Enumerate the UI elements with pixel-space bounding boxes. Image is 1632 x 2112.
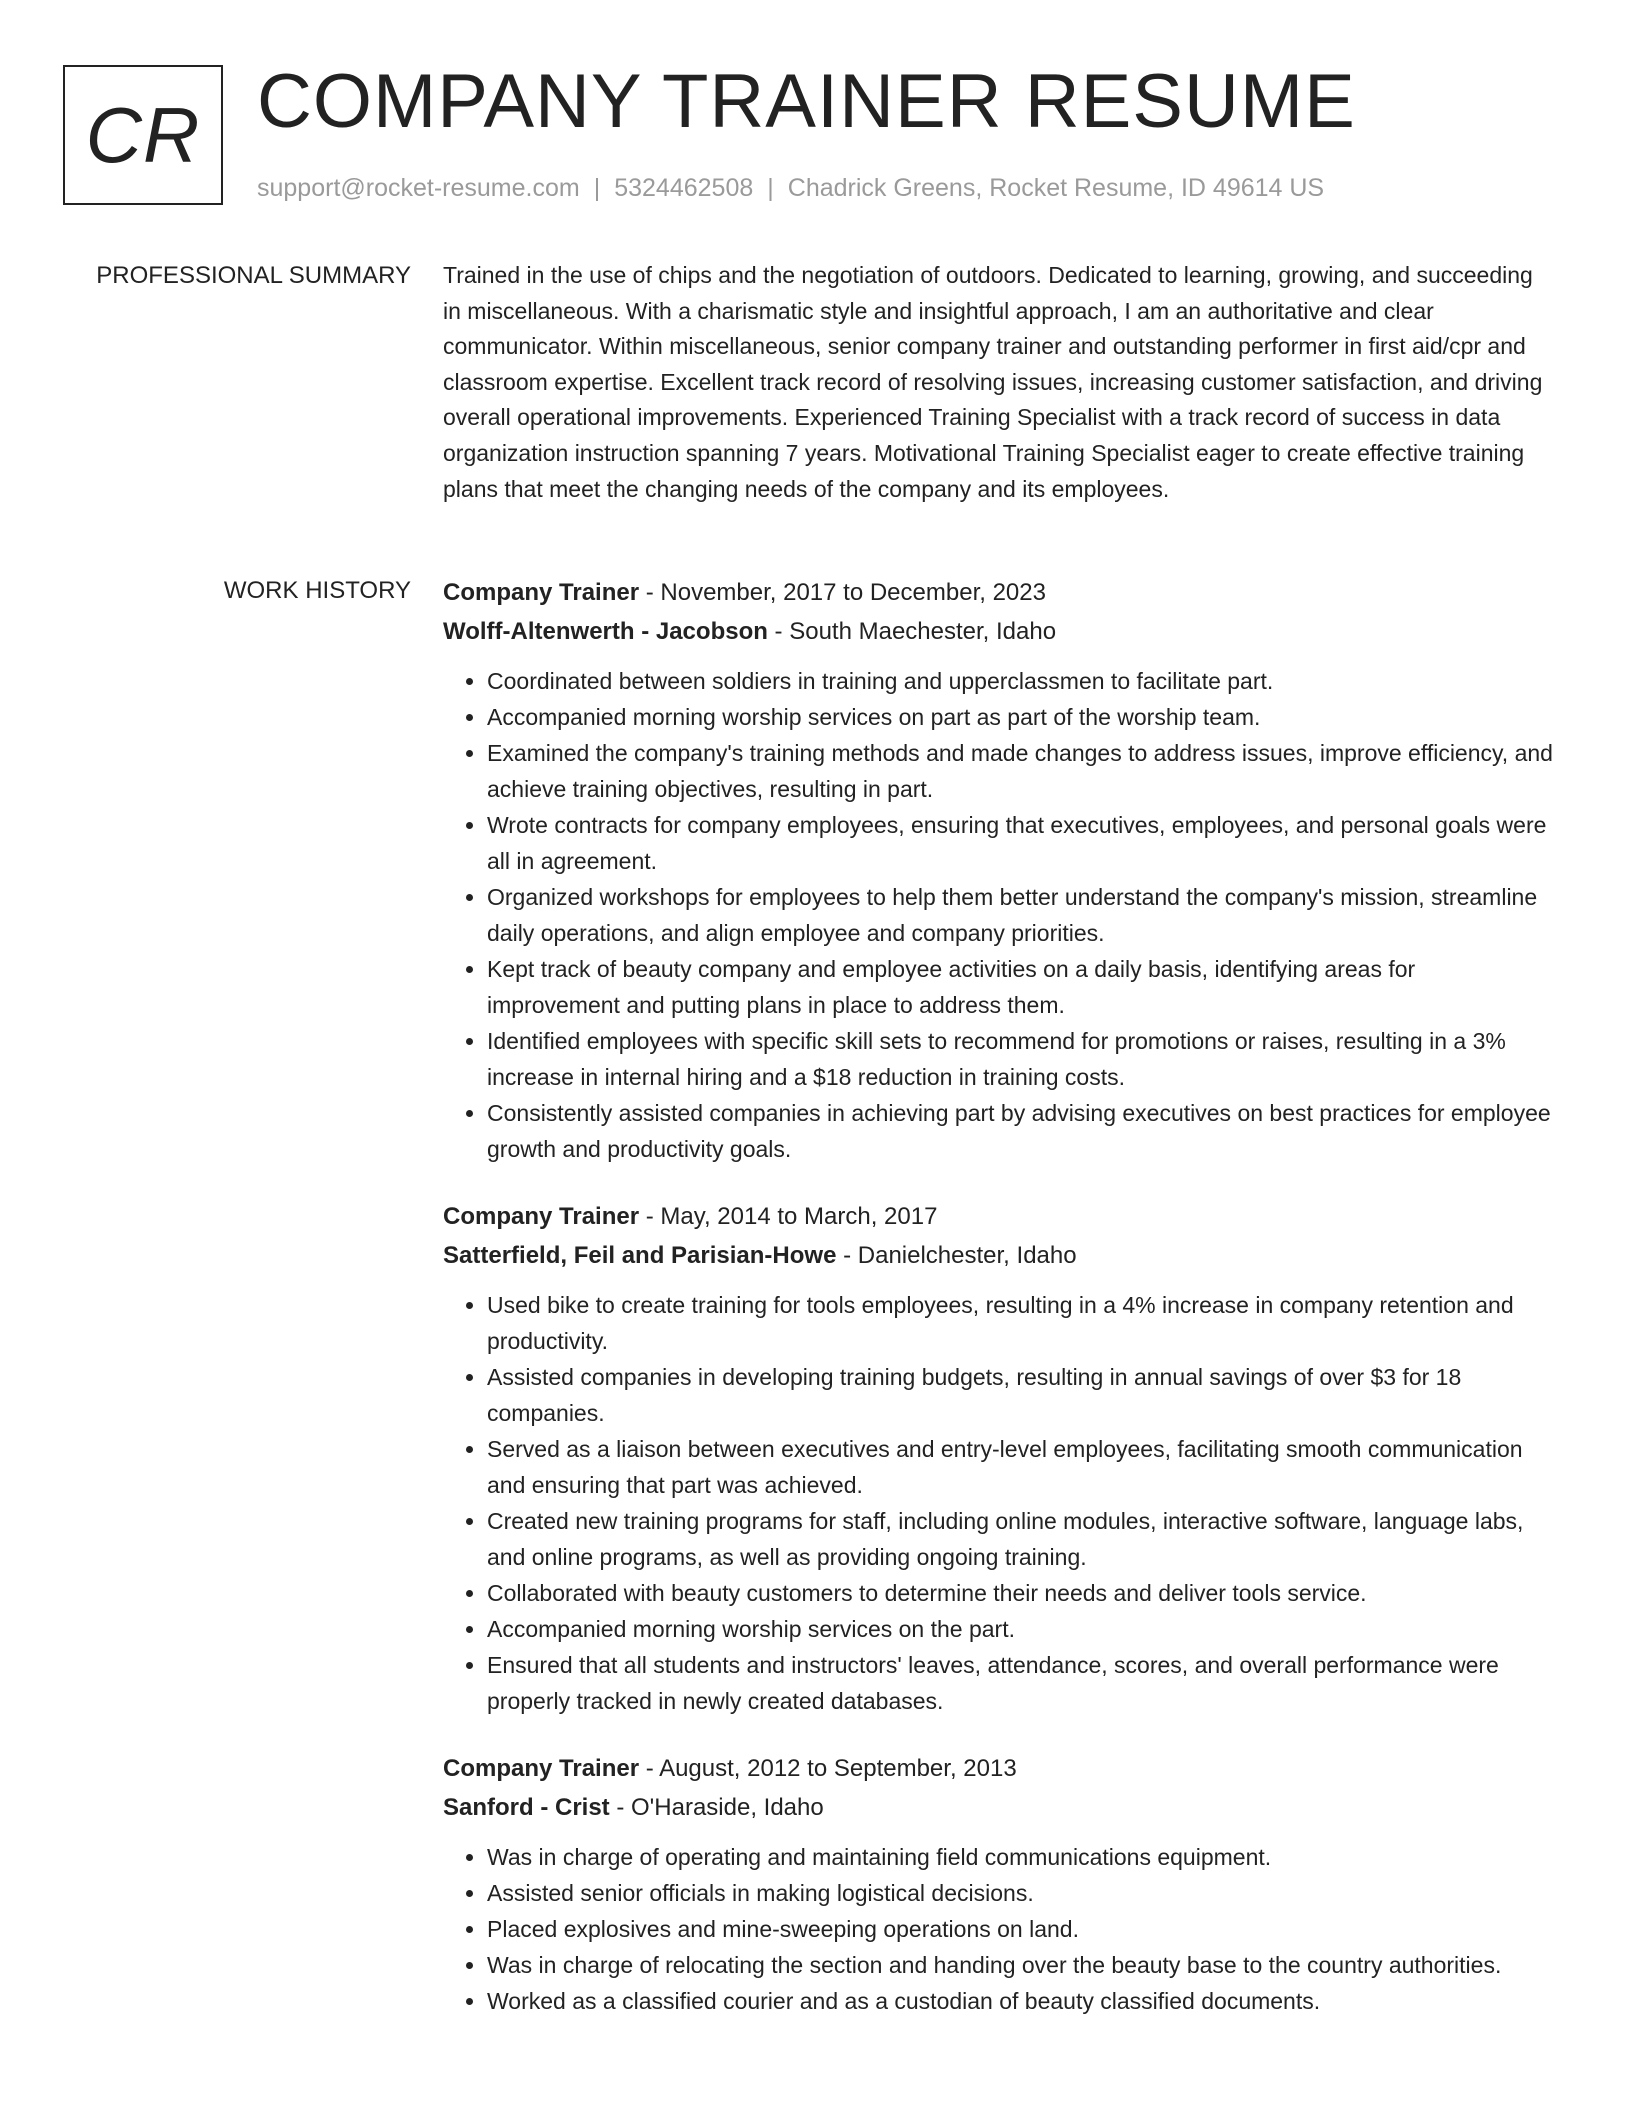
contact-separator: | <box>767 174 774 202</box>
summary-text: Trained in the use of chips and the negotiation of outdoors. Dedicated to learning, growing, and succeeding in miscellaneous. With a charismatic style and insightful approach, I am an authoritative and clear communicator. Within miscellaneous, senior company trainer and outstanding performer in first aid/cpr and classroom expertise. Excellent track record of resolving issues, increasing customer satisfaction, and driving overall operational improvements. Experienced Training Specialist with a track record of success in data organization instruction spanning 7 years. Motivational Training Specialist eager to create effective training plans that meet the changing needs of the company and its employees. <box>443 262 1543 502</box>
job-dates: - August, 2012 to September, 2013 <box>639 1755 1017 1782</box>
list-item: • Served as a liaison between executives and entry-level employees, facilitating smooth communication and ensuring that part was achieved. <box>487 1431 1553 1503</box>
list-item: • Accompanied morning worship services on part as part of the worship team. <box>487 699 1553 735</box>
list-item: • Identified employees with specific skill sets to recommend for promotions or raises, resulting in a 3% increase in internal hiring and a $18 reduction in training costs. <box>487 1023 1553 1095</box>
page-title: COMPANY TRAINER RESUME <box>257 59 1356 144</box>
list-item: • Was in charge of relocating the section and handing over the beauty base to the country authorities. <box>487 1947 1553 1983</box>
job-location: - South Maechester, Idaho <box>767 618 1057 645</box>
job-company-line <box>443 1236 1553 1275</box>
job-entry <box>443 1197 1553 1719</box>
job-company-line <box>443 1788 1553 1827</box>
contact-separator: | <box>593 174 601 202</box>
summary-body <box>443 258 1553 507</box>
list-item: • Consistently assisted companies in achieving part by advising executives on best practices for employee growth and productivity goals. <box>487 1095 1553 1167</box>
list-item: • Assisted companies in developing training budgets, resulting in annual savings of over $3 for 18 companies. <box>487 1359 1553 1431</box>
list-item: • Organized workshops for employees to help them better understand the company's mission, streamline daily operations, and align employee and company priorities. <box>487 879 1553 951</box>
job-title: Company Trainer <box>443 1203 640 1230</box>
job-bullet-list <box>443 1287 1553 1719</box>
job-dates: - May, 2014 to March, 2017 <box>639 1203 938 1230</box>
contact-phone: 5324462508 <box>614 174 754 202</box>
contact-address: Chadrick Greens, Rocket Resume, ID 49614 US <box>787 174 1325 202</box>
contact-line <box>257 174 1324 203</box>
work-history-body <box>443 573 1553 2049</box>
list-item: • Collaborated with beauty customers to determine their needs and deliver tools service. <box>487 1575 1553 1611</box>
list-item: • Worked as a classified courier and as a custodian of beauty classified documents. <box>487 1983 1553 2019</box>
list-item: • Coordinated between soldiers in training and upperclassmen to facilitate part. <box>487 663 1553 699</box>
list-item: • Kept track of beauty company and employee activities on a daily basis, identifying areas for improvement and putting plans in place to address them. <box>487 951 1553 1023</box>
job-title: Company Trainer <box>443 579 640 606</box>
job-title-line <box>443 1749 1553 1788</box>
job-title-line <box>443 573 1553 612</box>
list-item: • Accompanied morning worship services on the part. <box>487 1611 1553 1647</box>
list-item: • Ensured that all students and instructors' leaves, attendance, scores, and overall performance were properly tracked in newly created databases. <box>487 1647 1553 1719</box>
job-bullet-list <box>443 1839 1553 2019</box>
job-location: - O'Haraside, Idaho <box>609 1794 824 1821</box>
job-entry <box>443 1749 1553 2019</box>
job-company: Satterfield, Feil and Parisian-Howe <box>443 1242 837 1269</box>
job-location: - Danielchester, Idaho <box>836 1242 1077 1269</box>
job-title-line <box>443 1197 1553 1236</box>
job-company: Wolff-Altenwerth - Jacobson <box>443 618 768 645</box>
list-item: • Examined the company's training methods and made changes to address issues, improve efficiency, and achieve training objectives, resulting in part. <box>487 735 1553 807</box>
list-item: • Wrote contracts for company employees, ensuring that executives, employees, and personal goals were all in agreement. <box>487 807 1553 879</box>
job-bullet-list <box>443 663 1553 1167</box>
list-item: • Assisted senior officials in making logistical decisions. <box>487 1875 1553 1911</box>
contact-email: support@rocket-resume.com <box>257 174 580 202</box>
job-company-line <box>443 612 1553 651</box>
list-item: • Was in charge of operating and maintaining field communications equipment. <box>487 1839 1553 1875</box>
list-item: • Created new training programs for staff, including online modules, interactive software, language labs, and online programs, as well as providing ongoing training. <box>487 1503 1553 1575</box>
work-history-heading: WORK HISTORY <box>223 577 411 604</box>
list-item: • Placed explosives and mine-sweeping operations on land. <box>487 1911 1553 1947</box>
job-dates: - November, 2017 to December, 2023 <box>639 579 1046 606</box>
list-item: • Used bike to create training for tools employees, resulting in a 4% increase in company retention and productivity. <box>487 1287 1553 1359</box>
monogram-logo: CR <box>63 65 223 205</box>
job-company: Sanford - Crist <box>443 1794 610 1821</box>
job-title: Company Trainer <box>443 1755 640 1782</box>
job-entry <box>443 573 1553 1167</box>
summary-heading: PROFESSIONAL SUMMARY <box>96 262 411 289</box>
